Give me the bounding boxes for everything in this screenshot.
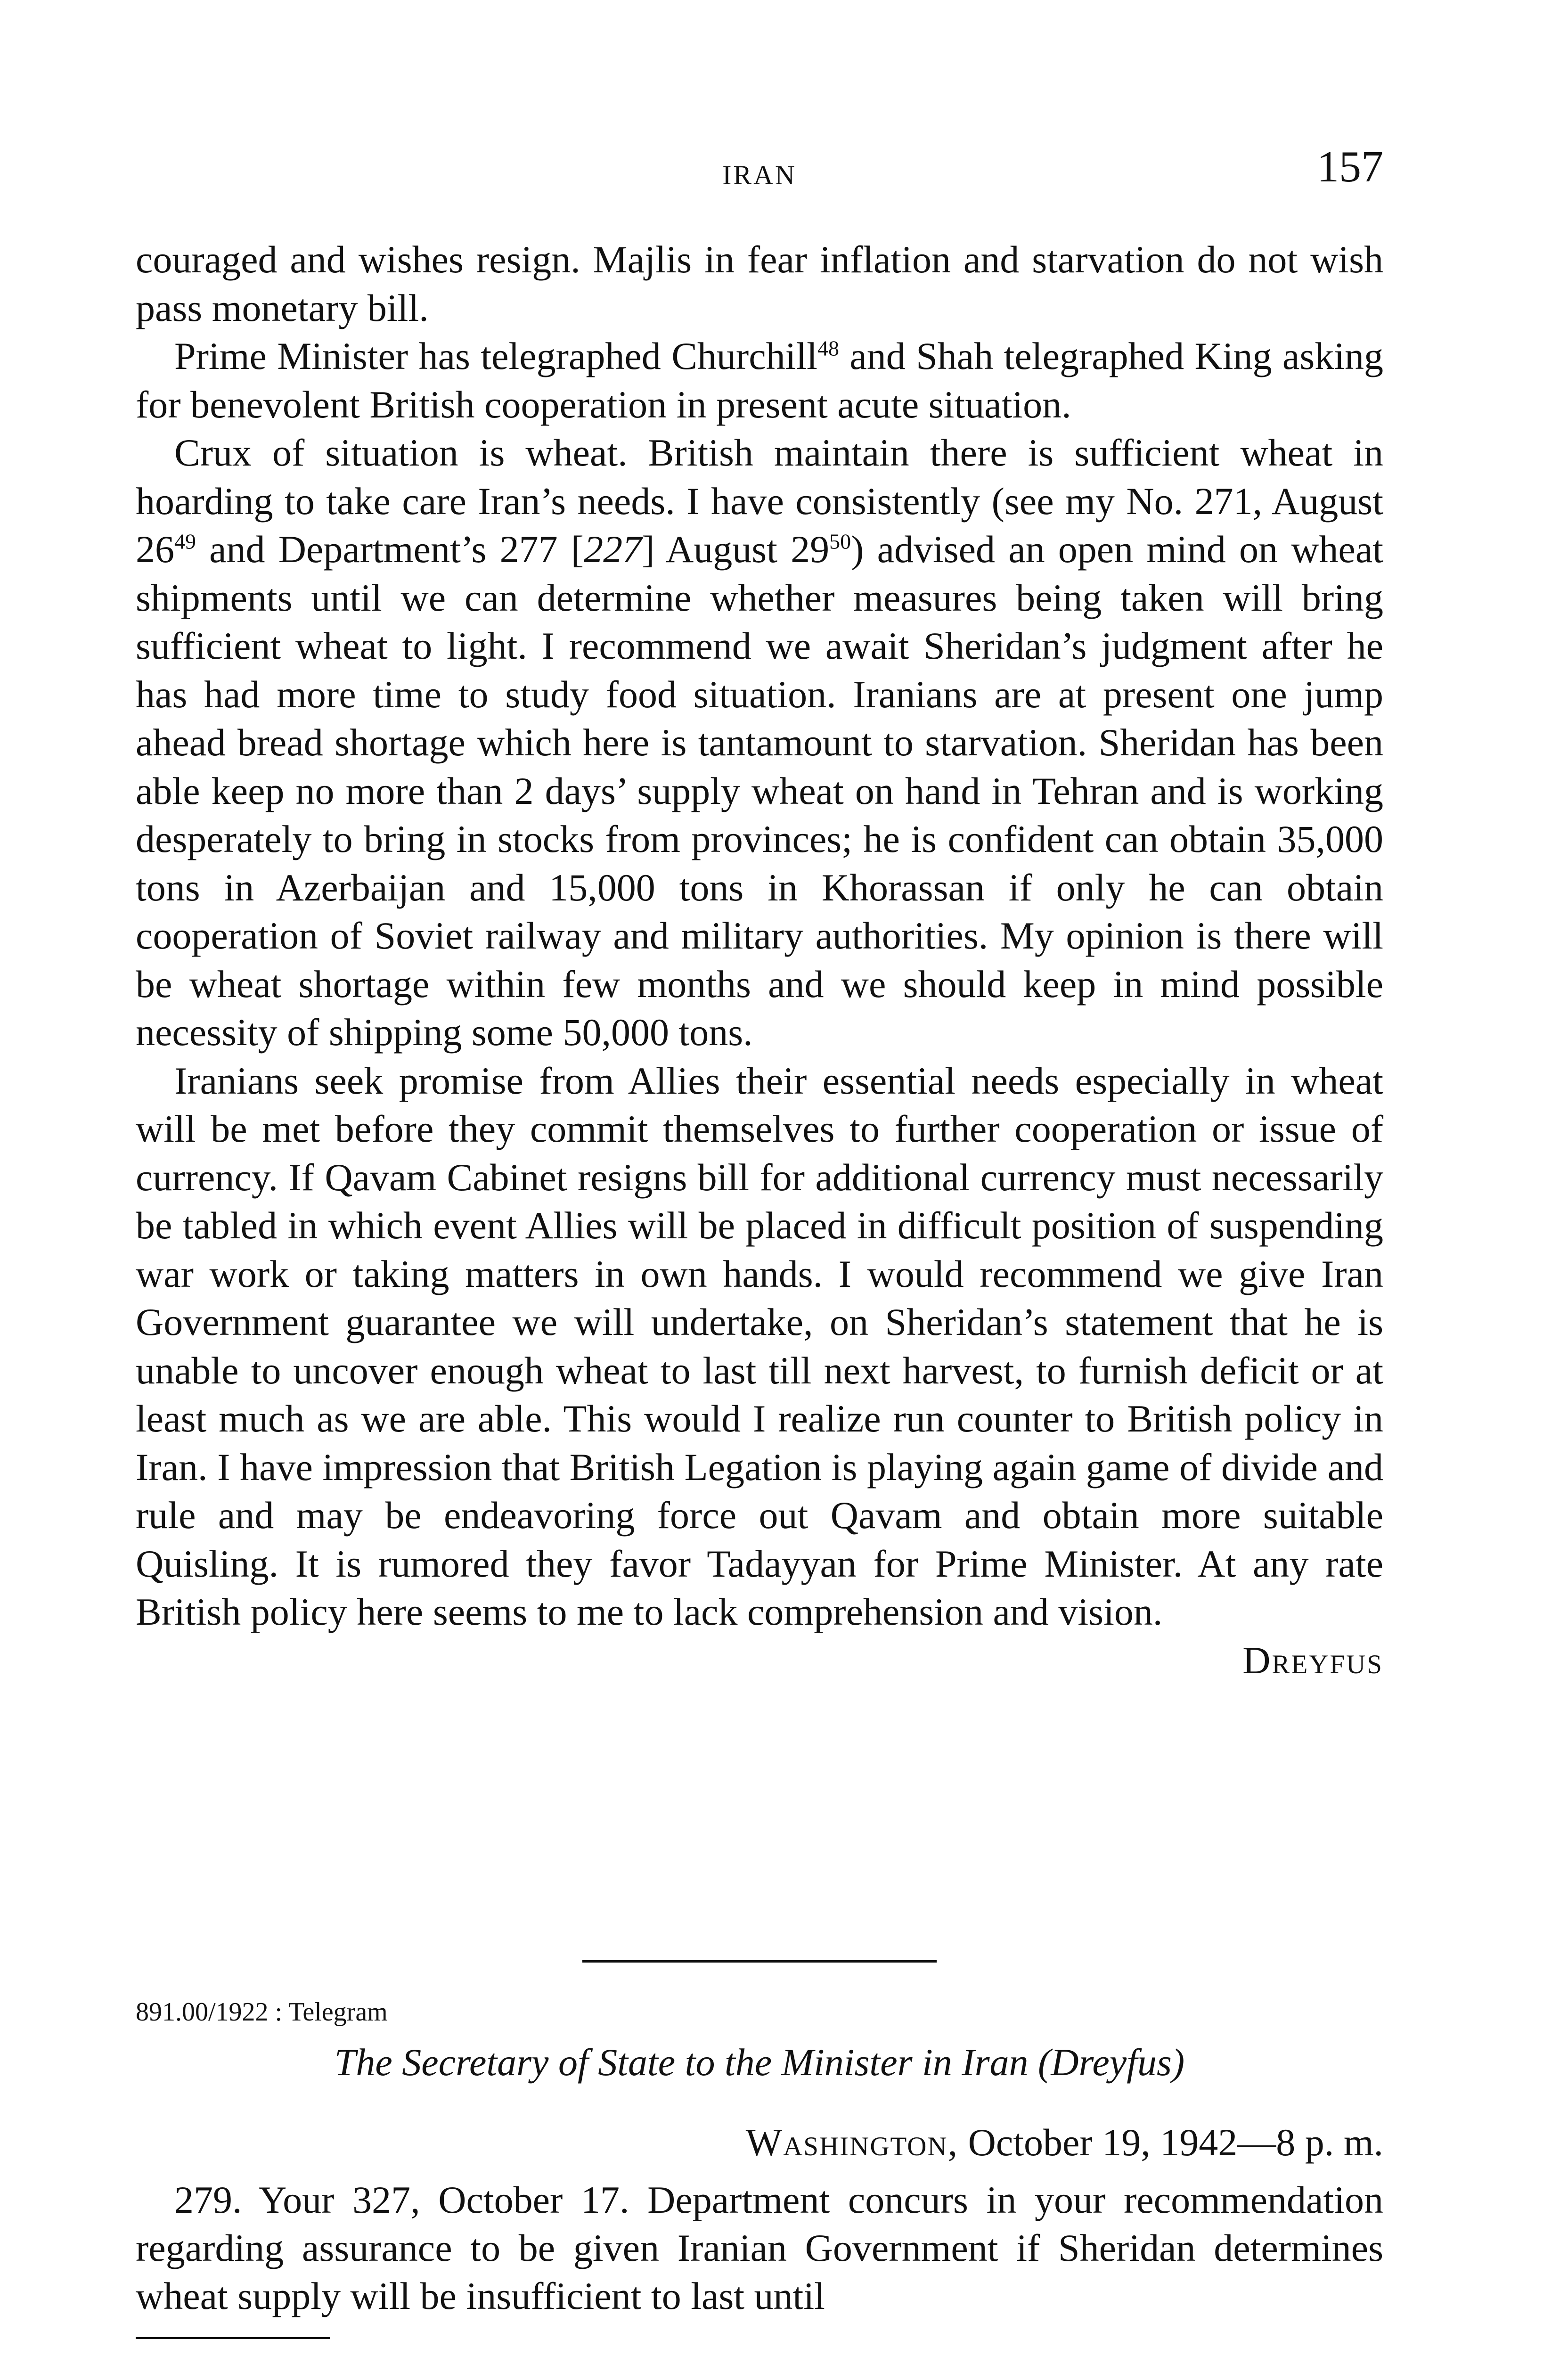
paragraph-2-text-a: Prime Minister has telegraphed Churchill <box>174 335 817 377</box>
paragraph-4: Iranians seek promise from Allies their essential needs especially in wheat will be met before they commit themselves to further cooperation or issue of currency. If Qavam Cabinet resigns bill for additional currency must necessarily be tabled in which event Allies will be placed in difficult position of suspending war work or taking matters in own hands. I would recommend we give Iran Government guarantee we will undertake, on Sheridan’s statement that he is unable to uncover enough wheat to last till next harvest, to furnish deficit or at least much as we are able. This would I realize run counter to British policy in Iran. I have impression that British Legation is playing again game of divide and rule and may be endeavoring force out Qavam and obtain more suitable Quisling. It is rumored they favor Tadayyan for Prime Minister. At any rate British policy here seems to me to lack comprehension and vision. <box>136 1059 1383 1633</box>
document-title: The Secretary of State to the Minister in Iran (Dreyfus) <box>334 2041 1185 2084</box>
paragraph-3-text-a: Crux of situation is wheat. British maintain there is sufficient wheat in hoarding to take care Iran’s needs. I have consistently (see my No. 271, August 26 <box>136 431 1383 571</box>
paragraph-2-text-b: and Shah telegraphed King asking for benevolent British cooperation in present acute situation. <box>136 335 1384 426</box>
paragraph-3-text-b: and Department’s 277 [ <box>196 528 584 571</box>
running-head: IRAN <box>722 160 797 190</box>
body-text <box>136 236 1383 1685</box>
signature: Dreyfus <box>1242 1638 1383 1682</box>
paragraph-2 <box>136 332 1383 429</box>
footnote-ref-50: 50 <box>829 529 851 554</box>
page-header <box>136 141 1383 198</box>
paragraph-1: couraged and wishes resign. Majlis in fear inflation and starvation do not wish pass monetary bill. <box>136 238 1383 329</box>
footnote-rule <box>136 2337 330 2339</box>
paragraph-3 <box>136 429 1383 1057</box>
section-divider <box>582 1960 937 1963</box>
page-number: 157 <box>1317 142 1383 191</box>
footnote-ref-49: 49 <box>174 529 196 554</box>
bracket-correction: 227 <box>584 528 642 571</box>
footnote-ref-48: 48 <box>817 336 839 360</box>
dateline-date: October 19, 1942—8 p. m. <box>958 2121 1383 2164</box>
telegram-paragraph: 279. Your 327, October 17. Department concurs in your recommendation regarding assurance to be given Iranian Government if Sheridan determines wheat supply will be insufficient to last until <box>136 2178 1383 2317</box>
dateline <box>746 2120 1383 2165</box>
file-reference: 891.00/1922 : Telegram <box>136 1997 388 2027</box>
paragraph-3-text-d: ) advised an open mind on wheat shipments until we can determine whether measures being taken will bring sufficient wheat to light. I recommend we await Sheridan’s judgment after he has had more time to study food situation. Iranians are at present one jump ahead bread shortage which here is tantamount to starvation. Sheridan has been able keep no more than 2 days’ supply wheat on hand in Tehran and is working desperately to bring in stocks from provinces; he is confident can obtain 35,000 tons in Azerbaijan and 15,000 tons in Khorassan if only he can obtain cooperation of Soviet railway and military authorities. My opinion is there will be wheat shortage within few months and we should keep in mind possible necessity of shipping some 50,000 tons. <box>136 528 1383 1054</box>
dateline-place: Washington, <box>745 2121 959 2164</box>
paragraph-3-text-c: ] August 29 <box>642 528 830 571</box>
telegram-text <box>136 2176 1383 2320</box>
